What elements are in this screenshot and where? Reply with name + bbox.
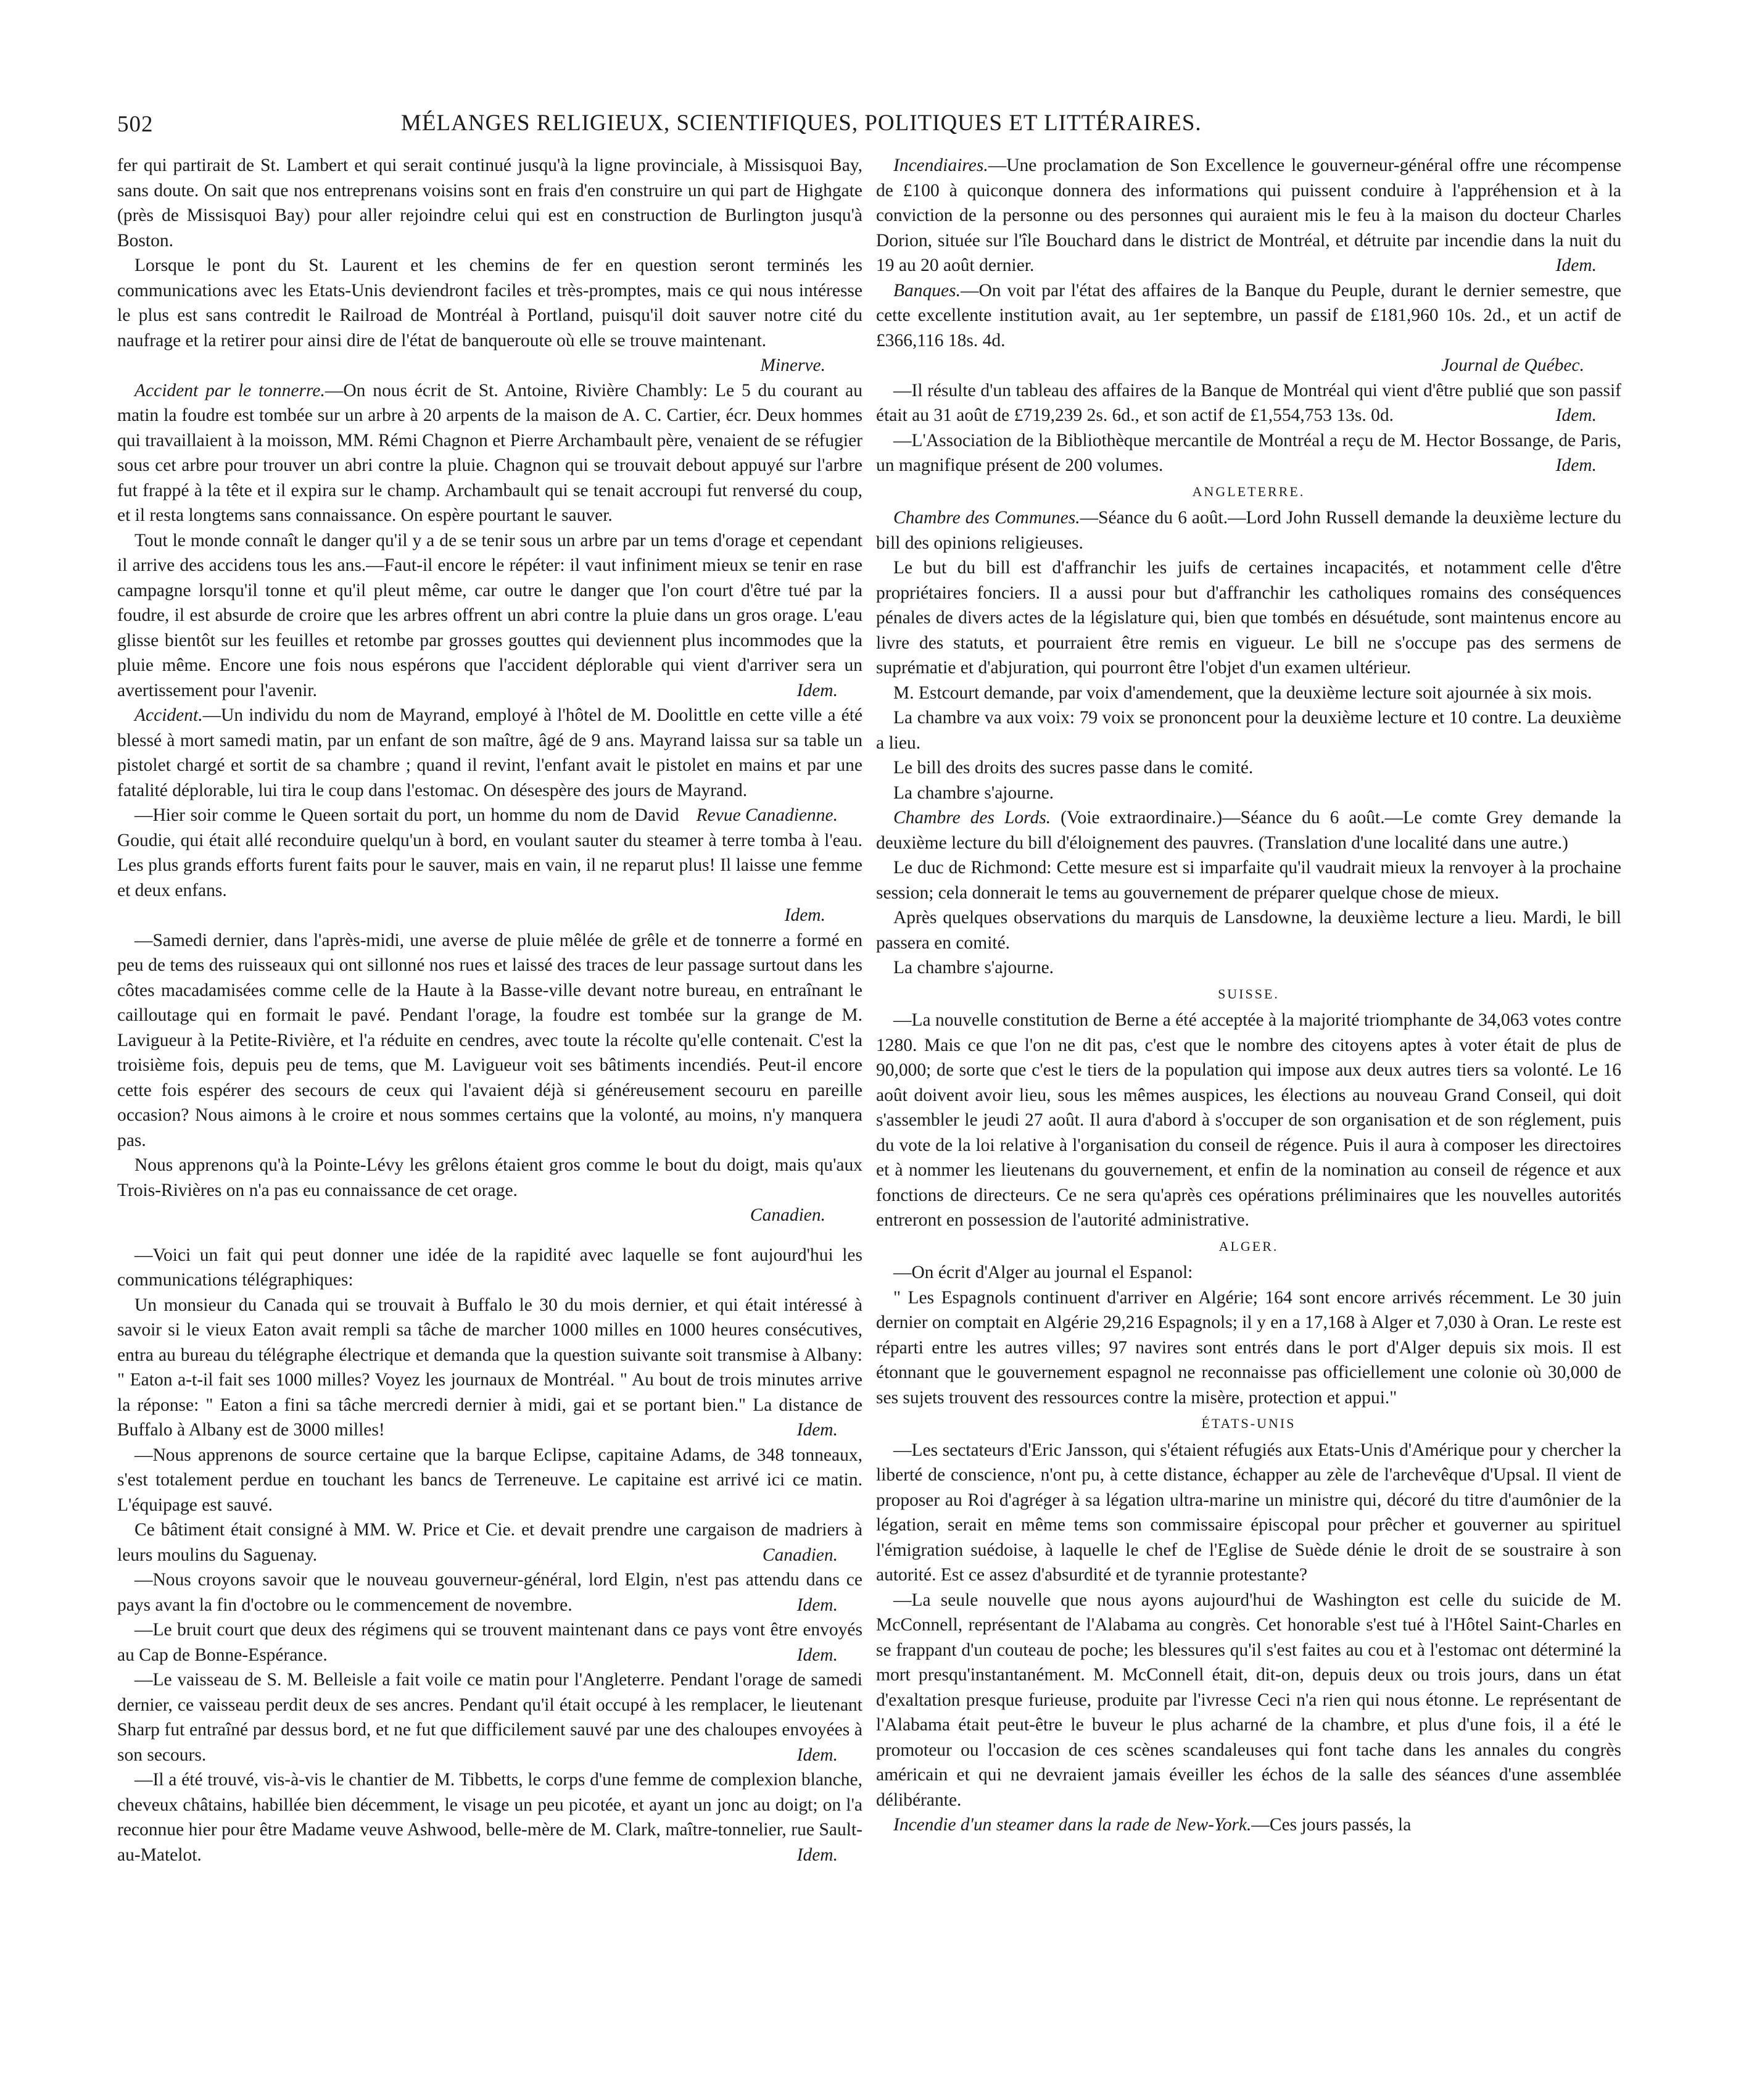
article-text: —Le vaisseau de S. M. Belleisle a fait voile ce matin pour l'Angleterre. Pendant l'orage de samedi dernier, ce vaisseau perdit deux de ses ancres. Pendant qu'il était occupé à les remplacer, le lieutenant Sharp fut entraîné par dessus bord, et ne fut que difficilement sauvé par une des chaloupes envoyées à son secours.: [117, 1670, 862, 1765]
article-lead: Chambre des Lords.: [893, 808, 1051, 828]
article-paragraph: Le bill des droits des sucres passe dans le comité.: [893, 758, 1254, 778]
left-column: [117, 153, 875, 1867]
source-credit: Idem.: [796, 1595, 838, 1615]
page-number: 502: [117, 112, 154, 137]
article-text: Ce bâtiment était consigné à MM. W. Price et Cie. et devait prendre une cargaison de madriers à leurs moulins du Saguenay.: [117, 1520, 862, 1565]
article-lead: Incendie d'un steamer dans la rade de New-York.: [893, 1815, 1252, 1835]
article-text: —Nous croyons savoir que le nouveau gouverneur-général, lord Elgin, n'est pas attendu dans ce pays avant la fin d'octobre ou le commencement de novembre.: [117, 1570, 862, 1615]
article-text: (Voie extraordinaire.)—Séance du 6 août.—Le comte Grey demande la deuxième lecture du bill d'éloignement des pauvres. (Translation d'une localité dans une autre.): [876, 808, 1621, 853]
article-lead: Accident par le tonnerre.: [134, 380, 325, 400]
article-paragraph: —On écrit d'Alger au journal el Espanol:: [893, 1263, 1193, 1282]
article-text: —Séance du 6 août.—Lord John Russell demande la deuxième lecture du bill des opinions religieuses.: [876, 508, 1621, 553]
article-paragraph: La chambre s'ajourne.: [893, 782, 1054, 803]
article-paragraph: [117, 1667, 862, 1767]
article-lead: Accident.: [134, 705, 203, 725]
source-credit: Canadien.: [750, 1205, 825, 1225]
source-credit: Idem.: [796, 1420, 838, 1440]
article-lead: Incendiaires.: [893, 156, 988, 175]
article-text: —On nous écrit de St. Antoine, Rivière Chambly: Le 5 du courant au matin la foudre est tombée sur un arbre à 20 arpents de la maison de A. C. Cartier, écr. Deux hommes qui travaillaient à la moisson, MM. Rémi Chagnon et Pierre Archambault père, venaient de se réfugier sous cet arbre pour trouver un abri contre la pluie. Chagnon qui se trouvait debout appuyé sur l'arbre fut frappé à la tête et il expira sur le champ. Archambault qui se tenait accroupi fut renversé du coup, et il resta longtems sans connaissance. On espère pourtant le sauver.: [117, 380, 862, 525]
article-paragraph: [117, 528, 862, 703]
article-paragraph: [117, 378, 862, 528]
article-paragraph: —Voici un fait qui peut donner une idée de la rapidité avec laquelle se font aujourd'hui les communications télégraphiques:: [117, 1245, 862, 1290]
article-paragraph: [117, 703, 862, 825]
article-text: —L'Association de la Bibliothèque mercantile de Montréal a reçu de M. Hector Bossange, de Paris, un magnifique présent de 200 volumes.: [876, 430, 1621, 475]
article-paragraph: " Les Espagnols continuent d'arriver en Algérie; 164 sont encore arrivés récemment. Le 30 juin dernier on comptait en Algérie 29,216 Espagnols; il y en a 17,168 à Alger et 7,030 à Oran. Le reste est réparti entre les autres villes; 97 navires sont entrés dans le port d'Alger depuis six mois. Il est étonnant que le gouvernement espagnol ne reconnaisse pas officiellement une colonie où 30,000 de ses sujets trouvent des ressources contre la misère, protection et appui.": [876, 1287, 1621, 1408]
section-heading: ANGLETERRE.: [1192, 483, 1305, 499]
article-paragraph: —La seule nouvelle que nous ayons aujourd'hui de Washington est celle du suicide de M. McConnell, représentant de l'Alabama au congrès. Cet honorable s'est tué à l'Hôtel Saint-Charles en se frappant d'un couteau de poche; les blessures qu'il s'est faites au cou et à l'estomac ont déterminé la mort presqu'instantanément. M. McConnell était, dit-on, depuis deux ou trois jours, dans un état d'exaltation presque furieuse, produite par l'ivresse Ceci n'a rien qui nous étonne. Le représentant de l'Alabama était peut-être le buveur le plus acharné de la chambre, et plus d'une fois, il a été le promoteur ou l'occasion de ces scènes scandaleuses qui font tache dans les annales du congrès américain et qui ne devraient jamais éveiller les échos de la salle des séances d'une assemblée délibérante.: [876, 1590, 1621, 1810]
article-text: —Un individu du nom de Mayrand, employé à l'hôtel de M. Doolittle en cette ville a été blessé à mort samedi matin, par un enfant de son maître, âgé de 9 ans. Mayrand laissa sur sa table un pistolet chargé et sortit de sa chambre ; quand il revint, l'enfant avait le pistolet en mains et par une fatalité déplorable, lui tira le coup dans l'estomac. On désespère des jours de Mayrand.: [117, 705, 862, 800]
article-paragraph: —La nouvelle constitution de Berne a été acceptée à la majorité triomphante de 34,063 votes contre 1280. Mais ce que l'on ne dit pas, c'est que le nombre des citoyens aptes à voter était de plus de 90,000; de sorte que c'est le tiers de la population qui impose aux deux autres tiers sa volonté. Le 16 août doivent avoir lieu, sous les mêmes auspices, les élections au nouveau Grand Conseil, qui doit s'assembler le jeudi 27 août. Il aura d'abord à s'occuper de son organisation et de son réglement, puis du vote de la loi relative à l'organisation du conseil de régence. Puis il aura à composer les directoires et à nommer les lieutenans du gouvernement, et enfin de la nomination au conseil de régence et aux fonctions de directeurs. Ce ne sera qu'après ces opérations préliminaires que les nouvelles autorités entreront en possession de l'autorité administrative.: [876, 1010, 1621, 1230]
article-text: —Il résulte d'un tableau des affaires de la Banque de Montréal qui vient d'être publié que son passif était au 31 août de £719,239 2s. 6d., et son actif de £1,554,753 13s. 0d.: [876, 380, 1621, 425]
article-text: Tout le monde connaît le danger qu'il y a de se tenir sous un arbre par un tems d'orage et cependant il arrive des accidens tous les ans.—Faut-il encore le répéter: il vaut infiniment mieux se tenir en rase campagne lorsqu'il tonne et qu'il pleut même, car outre le danger que l'on court d'être tué par la foudre, il est absurde de croire que les arbres offrent un abri contre la pluie dans un gros orage. L'eau glisse bientôt sur les feuilles et retombe par grosses gouttes qui deviennent plus incommodes que la pluie même. Encore une fois nous espérons que l'accident déplorable qui vient d'arriver sera un avertissement pour l'avenir.: [117, 530, 862, 700]
article-lead: Banques.: [893, 280, 961, 301]
article-paragraph: fer qui partirait de St. Lambert et qui serait continué jusqu'à la ligne provinciale, à Missisquoi Bay, sans doute. On sait que nos entreprenans voisins sont en frais d'en construire un qui part de Highgate (près de Missisquoi Bay) pour aller rejoindre celui qui est en construction de Burlington jusqu'à Boston.: [117, 156, 862, 251]
running-title: MÉLANGES RELIGIEUX, SCIENTIFIQUES, POLITIQUES ET LITTÉRAIRES.: [401, 110, 1202, 136]
article-paragraph: [876, 505, 1621, 555]
article-paragraph: [876, 378, 1621, 428]
section-heading: SUISSE.: [1218, 986, 1280, 1002]
source-credit: Idem.: [1555, 455, 1597, 475]
page-header: [93, 105, 1647, 142]
article-text: —Il a été trouvé, vis-à-vis le chantier de M. Tibbetts, le corps d'une femme de complexion blanche, cheveux châtains, habillée bien décemment, le visage un peu picotée, et ayant un jonc au doigt; on l'a reconnue hier pour être Madame veuve Ashwood, belle-mère de M. Clark, maître-tonnelier, rue Sault-au-Matelot.: [117, 1770, 862, 1865]
spacer: [117, 1228, 862, 1243]
article-paragraph: Lorsque le pont du St. Laurent et les chemins de fer en question seront terminés les communications avec les Etats-Unis deviendront faciles et très-promptes, mais ce qui nous intéresse le plus est sans contredit le Railroad de Montréal à Portland, puisqu'il doit sauver notre cité du naufrage et la retirer pour ainsi dire de l'état de banqueroute où elle se trouve maintenant.: [117, 255, 862, 351]
source-credit: Idem.: [796, 1645, 838, 1665]
source-credit: Idem.: [1555, 405, 1597, 425]
source-credit: Revue Canadienne.: [696, 805, 838, 825]
right-column: [876, 153, 1621, 1838]
article-paragraph: [117, 1767, 862, 1867]
article-paragraph: [876, 805, 1621, 855]
article-paragraph: [117, 1567, 862, 1617]
article-paragraph: La chambre s'ajourne.: [893, 958, 1054, 977]
article-paragraph: [876, 278, 1621, 354]
source-credit: Idem.: [1555, 255, 1597, 275]
source-credit: Idem.: [796, 1845, 838, 1865]
article-text: —On voit par l'état des affaires de la Banque du Peuple, durant le dernier semestre, que cette excellente institution avait, au 1er septembre, un passif de £181,960 10s. 2d., et un actif de £366,116 18s. 4d.: [876, 280, 1621, 351]
article-paragraph: [876, 428, 1621, 478]
article-paragraph: M. Estcourt demande, par voix d'amendement, que la deuxième lecture soit ajournée à six mois.: [893, 683, 1592, 703]
newspaper-page: [93, 105, 1647, 2080]
article-paragraph: [117, 1617, 862, 1667]
article-text: —Ces jours passés, la: [1251, 1815, 1412, 1835]
article-lead: Chambre des Communes.: [893, 508, 1080, 528]
article-paragraph: —Les sectateurs d'Eric Jansson, qui s'étaient réfugiés aux Etats-Unis d'Amérique pour y chercher la liberté de conscience, n'ont pu, à cette distance, échapper au zèle de l'archevêque d'Upsal. Il vient de proposer au Roi d'agréger à sa légation ultra-marine un ministre qui, décoré du titre d'aumônier de la légation, serait en même tems son commissaire épiscopal pour prêcher et gouverner au spirituel l'émigration suédoise, à laquelle le chef de l'Eglise de Suède dénie le droit de se soustraire à son autorité. Est ce assez d'absurdité et de tyrannie protestante?: [876, 1440, 1621, 1585]
article-paragraph: [117, 1517, 862, 1567]
article-paragraph: Le duc de Richmond: Cette mesure est si imparfaite qu'il vaudrait mieux la renvoyer à la prochaine session; cela donnerait le tems au gouvernement de préparer quelque chose de mieux.: [876, 858, 1621, 903]
source-credit: Idem.: [796, 680, 838, 700]
source-credit: Idem.: [796, 1745, 838, 1765]
article-paragraph: [117, 1293, 862, 1443]
article-paragraph: —Nous apprenons de source certaine que la barque Eclipse, capitaine Adams, de 348 tonneaux, s'est totalement perdue en touchant les bancs de Terreneuve. Le capitaine est arrivé ici ce matin. L'équipage est sauvé.: [117, 1445, 862, 1515]
article-paragraph: —Hier soir comme le Queen sortait du port, un homme du nom de David Goudie, qui était allé reconduire quelqu'un à bord, en voulant sauter du steamer à terre tomba à l'eau. Les plus grands efforts furent faits pour le sauver, mais en vain, il ne reparut plus! Il laisse une femme et deux enfans.: [117, 805, 862, 900]
source-credit: Canadien.: [762, 1545, 838, 1565]
article-text: —Une proclamation de Son Excellence le gouverneur-général offre une récompense de £100 à quiconque donnera des informations qui puissent conduire à l'appréhension et à la conviction de la personne ou des personnes qui auraient mis le feu à la maison du docteur Charles Dorion, située sur l'île Bouchard dans le district de Montréal, et détruite par incendie dans la nuit du 19 au 20 août dernier.: [876, 156, 1621, 275]
article-text: Un monsieur du Canada qui se trouvait à Buffalo le 30 du mois dernier, et qui était intéressé à savoir si le vieux Eaton avait rempli sa tâche de marcher 1000 milles en 1000 heures consécutives, entra au bureau du télégraphe électrique et demanda que la question suivante soit transmise à Albany: " Eaton a-t-il fait ses 1000 milles? Voyez les journaux de Montréal. " Au bout de trois minutes arrive la réponse: " Eaton a fini sa tâche mercredi dernier à midi, gai et se portant bien." La distance de Buffalo à Albany est de 3000 milles!: [117, 1295, 862, 1440]
article-text: —Le bruit court que deux des régimens qui se trouvent maintenant dans ce pays vont être envoyés au Cap de Bonne-Espérance.: [117, 1620, 862, 1665]
article-paragraph: [876, 153, 1621, 278]
article-paragraph: —Samedi dernier, dans l'après-midi, une averse de pluie mêlée de grêle et de tonnerre a formé en peu de tems des ruisseaux qui ont sillonné nos rues et laissé des traces de leur passage surtout dans les côtes macadamisées comme celle de la Haute à la Basse-ville devant notre bureau, en entraînant le cailloutage qui en formait le pavé. Pendant l'orage, la foudre est tombée sur la grange de M. Lavigueur à la Petite-Rivière, et l'a réduite en cendres, avec toute la récolte qu'elle contenait. C'est la troisième fois, depuis peu de tems, que M. Lavigueur voit ses bâtiments incendiés. Peut-il encore cette fois espérer des secours de ceux qui l'avaient déjà si généreusement secouru en pareille occasion? Nous aimons à le croire et nous sommes certains que la volonté, au moins, n'y manquera pas.: [117, 930, 862, 1150]
article-paragraph: [876, 1812, 1621, 1838]
article-paragraph: Le but du bill est d'affranchir les juifs de certaines incapacités, et notamment celle d'être propriétaires fonciers. Il a aussi pour but d'affranchir les catholiques romains des conséquences pénales de divers actes de la législature qui, bien que tombés en désuétude, sont maintenus encore au livre des statuts, et pourraient être remis en vigueur. Le bill ne s'occupe pas des sermens de suprématie et d'abjuration, qui pourront être l'objet d'un examen ultérieur.: [876, 558, 1621, 678]
article-paragraph: La chambre va aux voix: 79 voix se prononcent pour la deuxième lecture et 10 contre. La deuxième a lieu.: [876, 708, 1621, 753]
section-heading: ALGER.: [1218, 1238, 1279, 1254]
source-credit: Minerve.: [760, 355, 825, 375]
source-credit: Idem.: [784, 905, 825, 925]
article-paragraph: Nous apprenons qu'à la Pointe-Lévy les grêlons étaient gros comme le bout du doigt, mais qu'aux Trois-Rivières on n'a pas eu connaissance de cet orage.: [117, 1155, 862, 1200]
source-credit: Journal de Québec.: [1441, 355, 1584, 375]
section-heading: ÉTATS-UNIS: [1201, 1416, 1296, 1431]
article-paragraph: Après quelques observations du marquis de Lansdowne, la deuxième lecture a lieu. Mardi, le bill passera en comité.: [876, 908, 1621, 953]
